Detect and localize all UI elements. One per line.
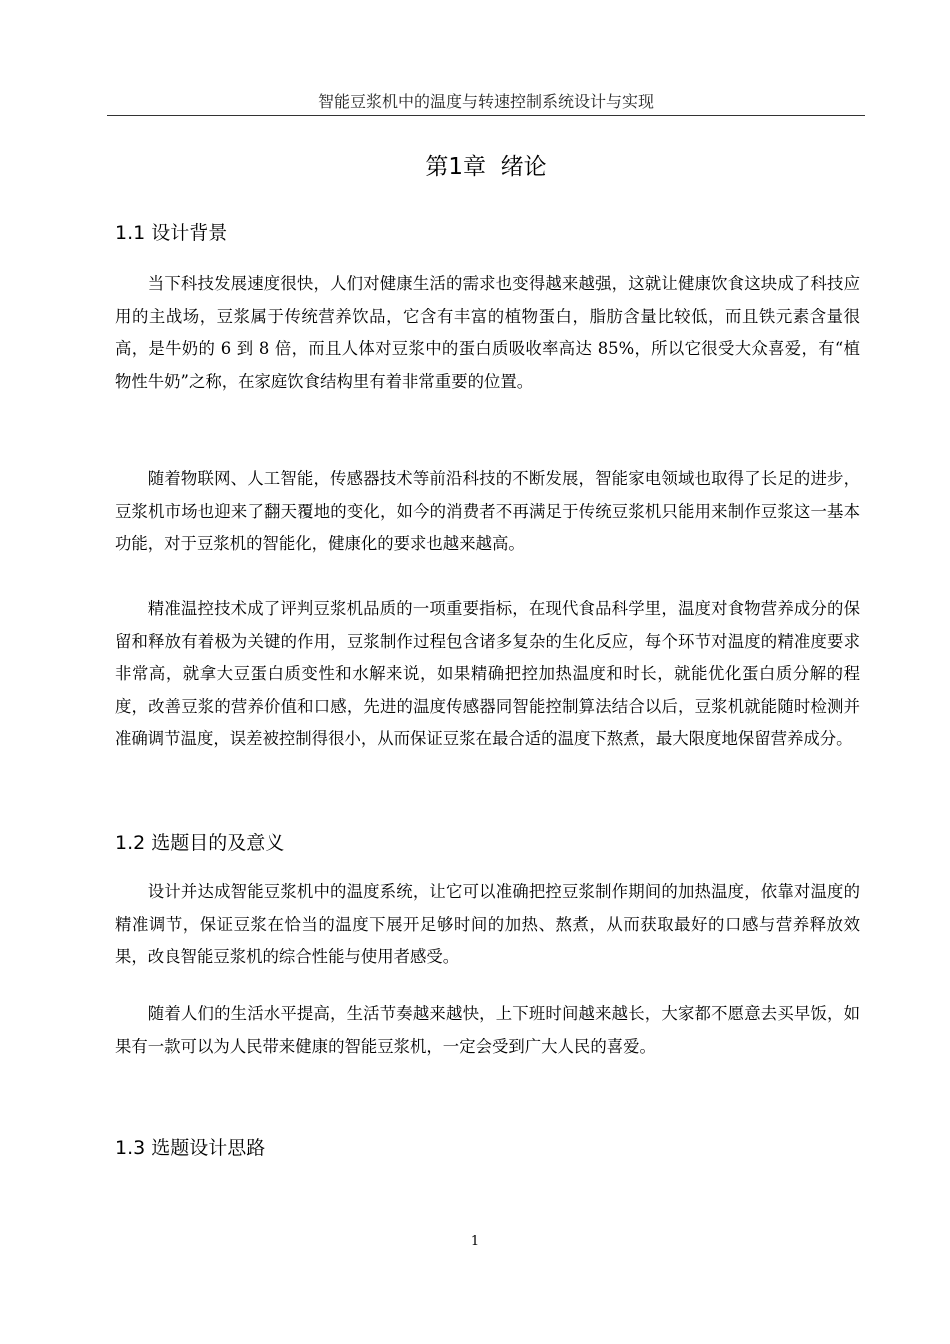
paragraph: 当下科技发展速度很快，人们对健康生活的需求也变得越来越强，这就让健康饮食这块成了科技应用的主战场，豆浆属于传统营养饮品，它含有丰富的植物蛋白，脂肪含量比较低，而且铁元素含量很高，是牛奶的 6 到 8 倍，而且人体对豆浆中的蛋白质吸收率高达 85%，所以它很受大众喜爱，有“植物性牛奶”之称，在家庭饮食结构里有着非常重要的位置。 [115, 274, 860, 391]
chapter-title: 第1章 绪论 [425, 154, 547, 180]
page-header: 智能豆浆机中的温度与转速控制系统设计与实现 [317, 92, 654, 111]
section-heading-1-1: 1.1 设计背景 [115, 222, 228, 244]
section-heading-1-3: 1.3 选题设计思路 [115, 1137, 266, 1159]
page-number: 1 [470, 1234, 480, 1249]
section-heading-1-2: 1.2 选题目的及意义 [115, 832, 285, 854]
header-divider [107, 115, 865, 116]
paragraph: 设计并达成智能豆浆机中的温度系统，让它可以准确把控豆浆制作期间的加热温度，依靠对温度的精准调节，保证豆浆在恰当的温度下展开足够时间的加热、熬煮，从而获取最好的口感与营养释放效果，改良智能豆浆机的综合性能与使用者感受。 [115, 882, 860, 966]
paragraph: 随着物联网、人工智能，传感器技术等前沿科技的不断发展，智能家电领域也取得了长足的进步，豆浆机市场也迎来了翻天覆地的变化，如今的消费者不再满足于传统豆浆机只能用来制作豆浆这一基本功能，对于豆浆机的智能化，健康化的要求也越来越高。 [115, 469, 860, 553]
paragraph: 精准温控技术成了评判豆浆机品质的一项重要指标，在现代食品科学里，温度对食物营养成分的保留和释放有着极为关键的作用，豆浆制作过程包含诸多复杂的生化反应，每个环节对温度的精准度要求非常高，就拿大豆蛋白质变性和水解来说，如果精确把控加热温度和时长，就能优化蛋白质分解的程度，改善豆浆的营养价值和口感，先进的温度传感器同智能控制算法结合以后，豆浆机就能随时检测并准确调节温度，误差被控制得很小，从而保证豆浆在最合适的温度下熬煮，最大限度地保留营养成分。 [115, 599, 860, 748]
paragraph: 随着人们的生活水平提高，生活节奏越来越快，上下班时间越来越长，大家都不愿意去买早饭，如果有一款可以为人民带来健康的智能豆浆机，一定会受到广大人民的喜爱。 [115, 1004, 860, 1056]
